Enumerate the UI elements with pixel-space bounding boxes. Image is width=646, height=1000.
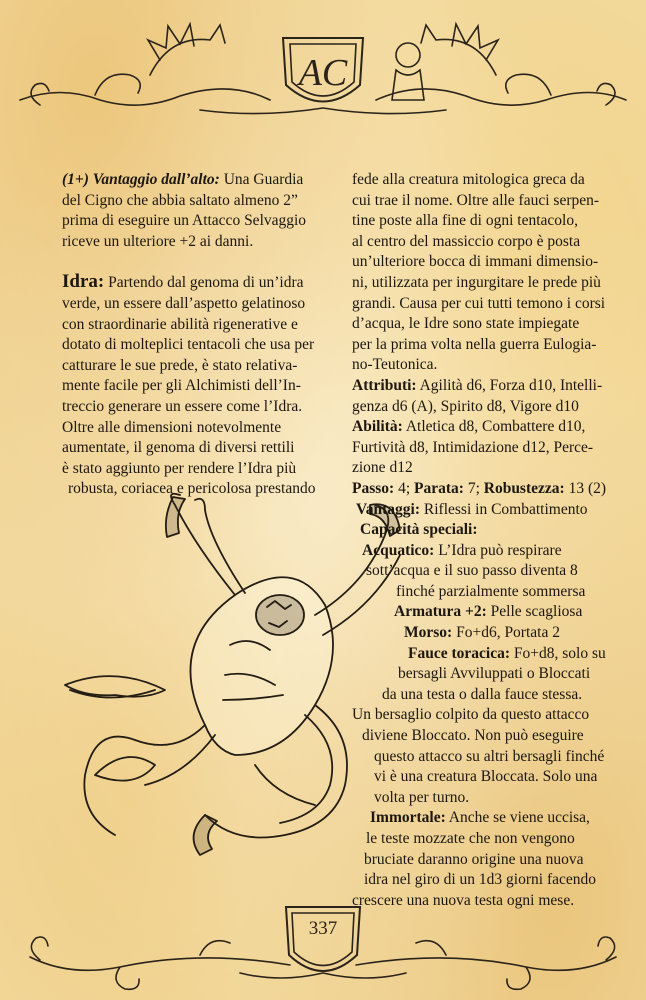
acquatico-line-2: sott’acqua e il suo passo diventa 8 <box>366 562 578 580</box>
page-number: 337 <box>308 918 338 939</box>
immortale-line-4: idra nel giro di un 1d3 giorni facendo <box>364 871 597 889</box>
fauce-line-5: diviene Bloccato. Non può eseguire <box>362 727 584 745</box>
abilita-line-2: Furtività d8, Intimidazione d12, Perce- <box>352 438 594 456</box>
abilita-line-1: Atletica d8, Combattere d10, <box>402 418 586 436</box>
capacita-label: Capacità speciali: <box>360 521 478 539</box>
intro-line-5: un’ulteriore bocca di immani dimensio- <box>352 253 599 271</box>
robustezza-label: Robustezza: <box>483 479 565 497</box>
attributi-line-2: genza d6 (A), Spirito d8, Vigore d10 <box>352 397 579 415</box>
idra-line-1: Partendo dal genoma di un’idra <box>104 274 304 292</box>
idra-line-11: robusta, coriacea e pericolosa prestando <box>68 480 316 498</box>
intro-line-8: d’acqua, le Idre sono state impiegate <box>352 315 580 333</box>
parata-label: Parata: <box>414 479 464 497</box>
left-column <box>62 170 340 500</box>
intro-line-6: ni, utilizzata per ingurgitare le prede più <box>352 273 601 291</box>
emblem-letters: AC <box>298 52 348 94</box>
passo-value: 4; <box>394 479 415 497</box>
intro-line-10: no-Teutonica. <box>352 356 438 374</box>
attributi-line-1: Agilità d6, Forza d10, Intelli- <box>416 376 603 394</box>
fauce-label: Fauce toracica: <box>408 644 510 662</box>
intro-line-4: al centro del massiccio corpo è posta <box>352 232 581 250</box>
intro-line-1: fede alla creatura mitologica greca da <box>352 171 585 188</box>
fauce-block <box>352 644 622 809</box>
fauce-line-7: vi è una creatura Bloccata. Solo una <box>374 768 598 786</box>
vantaggi-line <box>352 500 622 521</box>
intro-line-7: grandi. Causa per cui tutti temono i corsi <box>352 294 606 312</box>
abilita-label: Abilità: <box>352 418 403 436</box>
passo-label: Passo: <box>352 479 395 497</box>
idra-line-9: aumentate, il genoma di diversi rettili <box>62 439 295 457</box>
immortale-line-3: bruciate daranno origine una nuova <box>364 850 584 868</box>
morso-label: Morso: <box>404 624 453 642</box>
intro-line-3: tine poste alla fine di ogni tentacolo, <box>352 212 578 230</box>
morso-line <box>352 623 622 644</box>
vantaggi-label: Vantaggi: <box>356 500 421 518</box>
fauce-line-1: Fo+d8, solo su <box>510 644 606 662</box>
vantaggio-line-3: prima di eseguire un Attacco Selvaggio <box>62 212 307 230</box>
fauce-line-8: volta per turno. <box>374 788 470 806</box>
robustezza-value: 13 (2) <box>564 479 607 497</box>
vantaggi-value: Riflessi in Combattimento <box>420 500 588 518</box>
immortale-line-2: le teste mozzate che non vengono <box>366 830 575 847</box>
abilita-line-3: zione d12 <box>352 459 413 477</box>
armatura-line <box>352 602 622 623</box>
idra-line-4: dotato di molteplici tentacoli che usa per <box>62 336 315 354</box>
vantaggio-line-2: del Cigno che abbia saltato almeno 2” <box>62 191 298 209</box>
idra-line-3: con straordinarie abilità rigenerative e <box>62 315 298 333</box>
intro-line-9: per la prima volta nella guerra Eulogia- <box>352 335 597 353</box>
idra-line-7: treccio generare un essere come l’Idra. <box>62 397 303 415</box>
parata-value: 7; <box>463 479 484 497</box>
idra-line-8: Oltre alle dimensioni notevolmente <box>62 418 282 436</box>
intro-line-2: cui trae il nome. Oltre alle fauci serpen- <box>352 191 600 209</box>
vantaggio-title: (1+) Vantaggio dall’alto: <box>62 171 220 188</box>
immortale-line-5: crescere una nuova testa ogni mese. <box>352 891 575 909</box>
idra-line-5: catturare le sue prede, è stato relativa- <box>62 356 298 374</box>
right-column <box>352 170 622 911</box>
fauce-line-3: da una testa o dalla fauce stessa. <box>382 685 583 703</box>
idra-line-2: verde, un essere dall’aspetto gelatinoso <box>62 294 306 312</box>
idra-continuation <box>352 170 622 376</box>
acquatico-block <box>352 541 622 603</box>
immortale-label: Immortale: <box>370 809 446 827</box>
vantaggio-line-1: Una Guardia <box>219 171 304 188</box>
attributi-block <box>352 376 622 417</box>
fauce-line-4: Un bersaglio colpito da questo attacco <box>352 706 590 724</box>
acquatico-line-3: finché parzialmente sommersa <box>396 582 586 600</box>
morso-value: Fo+d6, Portata 2 <box>452 624 560 642</box>
fauce-line-2: bersagli Avviluppati o Bloccati <box>398 665 591 683</box>
abilita-block <box>352 417 622 479</box>
footer-ornament <box>0 895 646 1000</box>
armatura-value: Pelle scagliosa <box>486 603 583 621</box>
armatura-label: Armatura +2: <box>394 603 487 621</box>
fauce-line-6: questo attacco su altri bersagli finché <box>374 747 605 765</box>
immortale-line-1: Anche se viene uccisa, <box>445 809 590 827</box>
vantaggio-paragraph <box>62 170 340 252</box>
vantaggio-line-4: riceve un ulteriore +2 ai danni. <box>62 232 254 250</box>
idra-title: Idra: <box>62 271 105 293</box>
idra-line-10: è stato aggiunto per rendere l’Idra più <box>62 459 297 477</box>
header-ornament <box>0 0 646 130</box>
idra-line-6: mente facile per gli Alchimisti dell’In- <box>62 377 301 395</box>
capacita-title <box>352 520 622 541</box>
acquatico-label: Acquatico: <box>362 541 435 559</box>
stats-line <box>352 479 622 500</box>
idra-paragraph <box>62 272 340 500</box>
attributi-label: Attributi: <box>352 376 417 394</box>
acquatico-line-1: L’Idra può respirare <box>434 541 562 559</box>
